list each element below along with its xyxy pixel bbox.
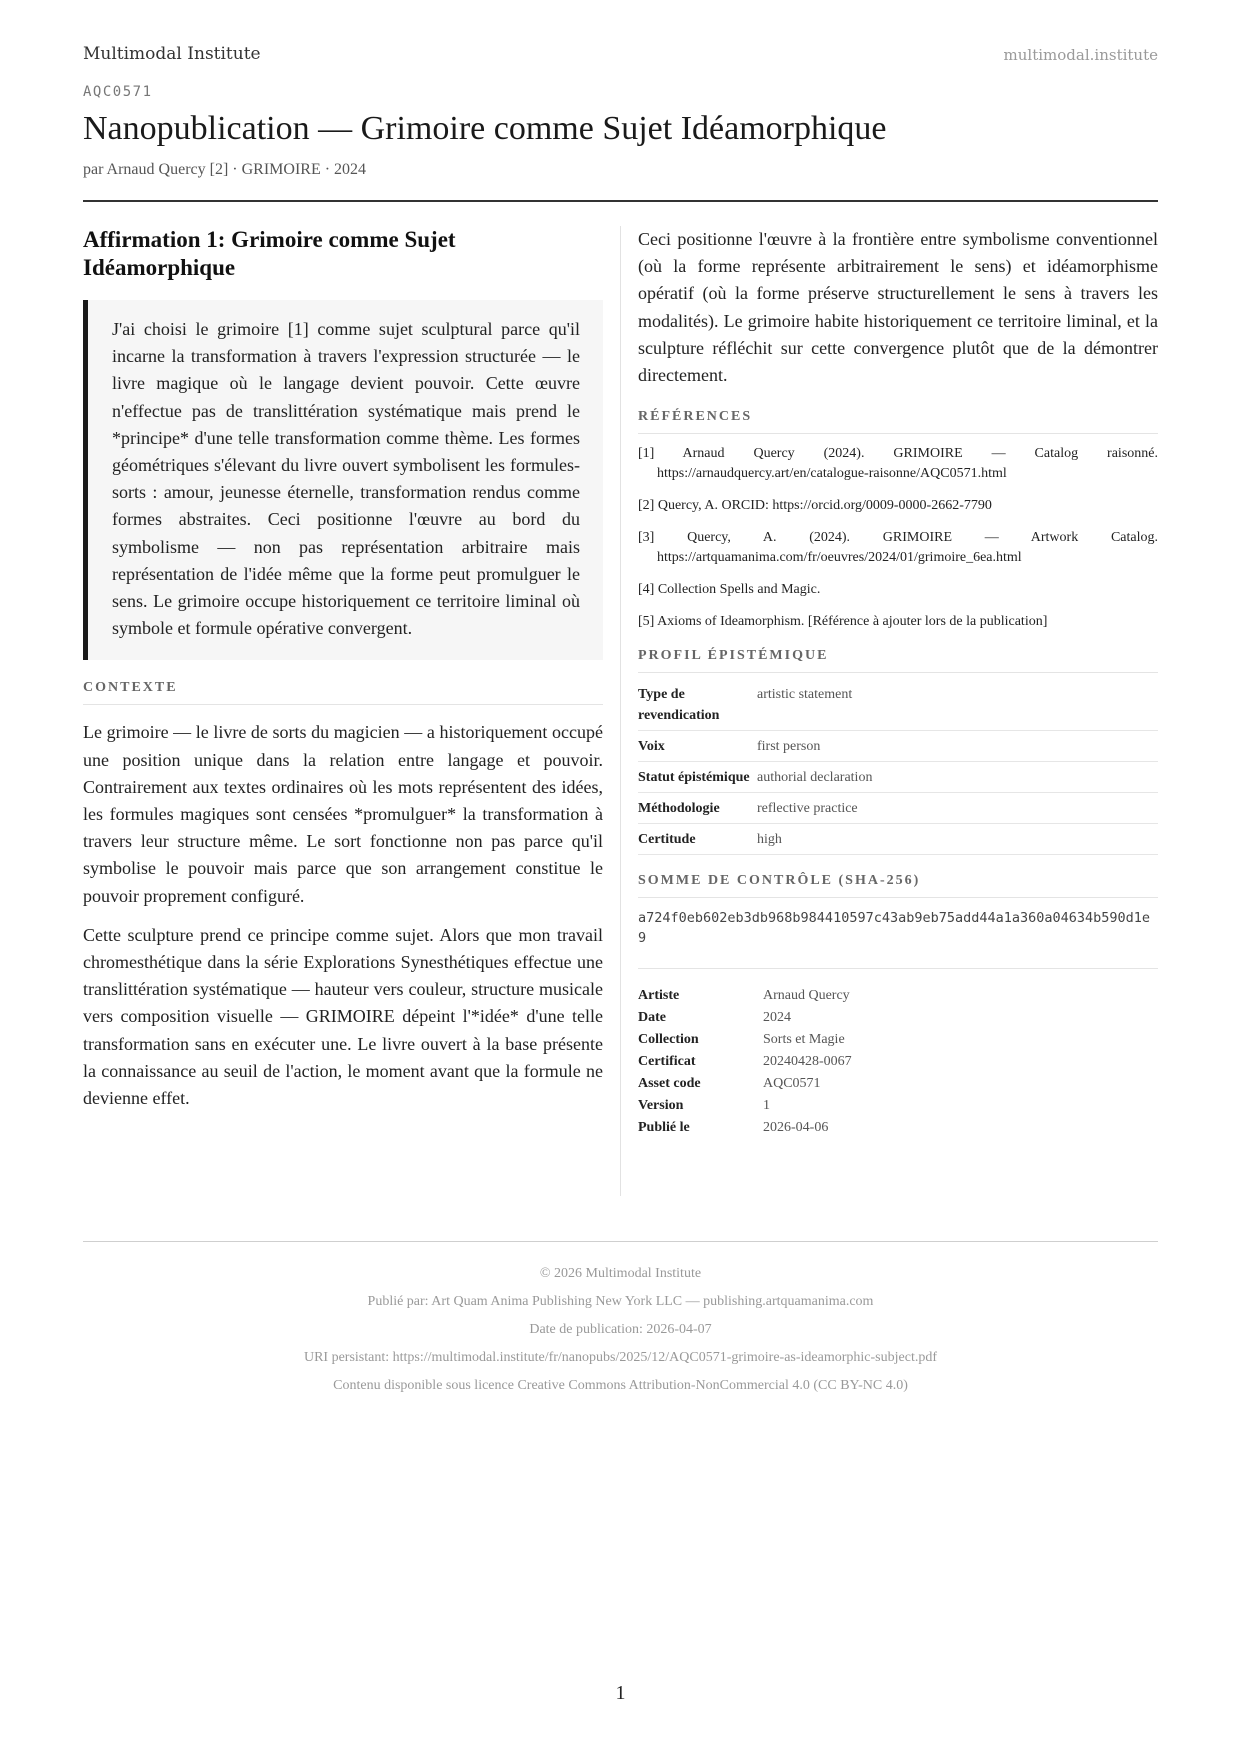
context-heading: CONTEXTE (83, 680, 603, 705)
header-divider (83, 200, 1158, 202)
table-row (638, 1007, 1158, 1029)
epistemic-profile-table (638, 679, 1158, 855)
page-footer (83, 1260, 1158, 1400)
references-heading: RÉFÉRENCES (638, 409, 1158, 434)
meta-key: Version (638, 1098, 684, 1114)
meta-value: 1 (763, 1098, 770, 1114)
table-row (638, 1095, 1158, 1117)
claim-title: Affirmation 1: Grimoire comme Sujet Idéamorphique (83, 227, 456, 280)
meta-key: Certificat (638, 1054, 696, 1070)
footer-publisher: Publié par: Art Quam Anima Publishing New York LLC — publishing.artquamanima.com (367, 1294, 874, 1309)
table-row (638, 731, 1158, 762)
reference-item (638, 528, 1158, 568)
references-list (638, 444, 1158, 632)
profile-value: authorial declaration (757, 762, 1158, 793)
site-domain: multimodal.institute (1003, 46, 1158, 64)
page-title: Nanopublication — Grimoire comme Sujet Idéamorphique (83, 110, 887, 147)
profile-key: Type de revendication (638, 679, 757, 731)
footer-license: Contenu disponible sous licence Creative Commons Attribution-NonCommercial 4.0 (CC BY-NC 4.0) (333, 1378, 908, 1393)
left-column (83, 226, 603, 1112)
checksum-value: a724f0eb602eb3db968b984410597c43ab9eb75add44a1a360a04634b590d1e9 (638, 908, 1158, 969)
profile-value: artistic statement (757, 679, 1158, 731)
epistemic-profile-heading: PROFIL ÉPISTÉMIQUE (638, 648, 1158, 673)
reference-text[interactable]: Quercy, A. (2024). GRIMOIRE — Artwork Catalog. https://artquamanima.com/fr/oeuvres/2024/01/grimoire_6ea.html (657, 530, 1159, 566)
table-row (638, 1117, 1158, 1139)
profile-value: reflective practice (757, 793, 1158, 824)
reference-tag: [2] (638, 498, 655, 514)
profile-value: first person (757, 731, 1158, 762)
profile-key: Méthodologie (638, 793, 757, 824)
right-column (638, 226, 1158, 1139)
reference-tag: [1] (638, 446, 655, 462)
table-row (638, 985, 1158, 1007)
meta-key: Asset code (638, 1076, 701, 1092)
profile-key: Voix (638, 731, 757, 762)
reference-tag: [5] (638, 614, 655, 630)
meta-key: Artiste (638, 988, 680, 1004)
meta-key: Publié le (638, 1120, 690, 1136)
claim-blockquote: J'ai choisi le grimoire [1] comme sujet sculptural parce qu'il incarne la transformation à travers l'expression structurée — le livre magique où le langage devient pouvoir. Cette œuvre n'effectue pas de translittération systématique mais prend le *principe* d'une telle transformation comme thème. Les formes géométriques s'élevant du livre ouvert symbolisent les formules-sorts : amour, jeunesse éternelle, transformation rendus comme formes abstraites. Ceci positionne l'œuvre au bord du symbolisme — non pas représentation arbitraire mais représentation de l'idée même que la forme peut promulguer le sens. Le grimoire occupe historiquement ce territoire liminal où symbole et formule opérative convergent. (83, 300, 603, 660)
footer-copyright: © 2026 Multimodal Institute (539, 1266, 702, 1281)
footer-publication-date: Date de publication: 2026-04-07 (529, 1322, 712, 1337)
profile-key: Statut épistémique (638, 762, 757, 793)
byline: par Arnaud Quercy [2] · GRIMOIRE · 2024 (83, 161, 367, 178)
meta-value: 20240428-0067 (763, 1054, 852, 1070)
table-row (638, 1051, 1158, 1073)
reference-text: Collection Spells and Magic. (657, 582, 821, 598)
profile-value: high (757, 824, 1158, 855)
page-header (83, 44, 1158, 68)
reference-item (638, 496, 1158, 516)
reference-item (638, 444, 1158, 484)
reference-tag: [4] (638, 582, 655, 598)
footer-persistent-uri: URI persistant: https://multimodal.institute/fr/nanopubs/2025/12/AQC0571-grimoire-as-ideamorphic-subject.pdf (303, 1350, 937, 1365)
table-row (638, 762, 1158, 793)
meta-value: Sorts et Magie (763, 1032, 845, 1048)
reference-text[interactable]: Quercy, A. ORCID: https://orcid.org/0009-0000-2662-7790 (657, 498, 992, 514)
meta-value: Arnaud Quercy (763, 988, 850, 1004)
table-row (638, 1073, 1158, 1095)
table-row (638, 1029, 1158, 1051)
meta-key: Date (638, 1010, 666, 1026)
table-row (638, 824, 1158, 855)
meta-value: AQC0571 (763, 1076, 821, 1092)
profile-key: Certitude (638, 824, 757, 855)
footer-divider (83, 1241, 1158, 1242)
column-divider (620, 226, 621, 1196)
reference-item (638, 580, 1158, 600)
context-paragraph-2: Cette sculpture prend ce principe comme sujet. Alors que mon travail chromesthétique dans la série Explorations Synesthétiques effectue une translittération systématique — hauteur vers couleur, structure musicale vers composition visuelle — GRIMOIRE dépeint l'*idée* d'une telle transformation sans en exécuter une. Le livre ouvert à la base présente la connaissance au seuil de l'action, le moment avant que la formule ne devienne effet. (83, 924, 603, 1109)
context-paragraph-1: Le grimoire — le livre de sorts du magicien — a historiquement occupé une position unique dans la relation entre langage et pouvoir. Contrairement aux textes ordinaires où les mots représentent des idées, les formules magiques sont censées *promulguer* la transformation à travers leur structure même. Le sort fonctionne non pas parce qu'il symbolise le pouvoir mais parce que son arrangement constitue le pouvoir proprement configuré. (83, 722, 603, 906)
meta-key: Collection (638, 1032, 699, 1048)
table-row (638, 679, 1158, 731)
page-number: 1 (615, 1682, 626, 1704)
metadata-table (638, 985, 1158, 1139)
reference-item (638, 612, 1158, 632)
meta-value: 2026-04-06 (763, 1120, 829, 1136)
document-page (83, 0, 1158, 1754)
institute-name: Multimodal Institute (83, 44, 261, 64)
reference-tag: [3] (638, 530, 655, 546)
checksum-heading: SOMME DE CONTRÔLE (SHA-256) (638, 873, 1158, 898)
intro-paragraph: Ceci positionne l'œuvre à la frontière entre symbolisme conventionnel (où la forme représente arbitrairement le sens) et idéamorphisme opératif (où la forme préserve structurellement le sens à travers les modalités). Le grimoire habite historiquement ce territoire liminal, et la sculpture réfléchit sur cette convergence plutôt que de la démontrer directement. (638, 229, 1158, 386)
reference-text[interactable]: Arnaud Quercy (2024). GRIMOIRE — Catalog raisonné. https://arnaudquercy.art/en/catalogue-raisonne/AQC0571.html (657, 446, 1158, 482)
meta-value: 2024 (763, 1010, 791, 1026)
table-row (638, 793, 1158, 824)
asset-code: AQC0571 (83, 84, 153, 100)
reference-text: Axioms of Ideamorphism. [Référence à ajouter lors de la publication] (657, 614, 1048, 630)
